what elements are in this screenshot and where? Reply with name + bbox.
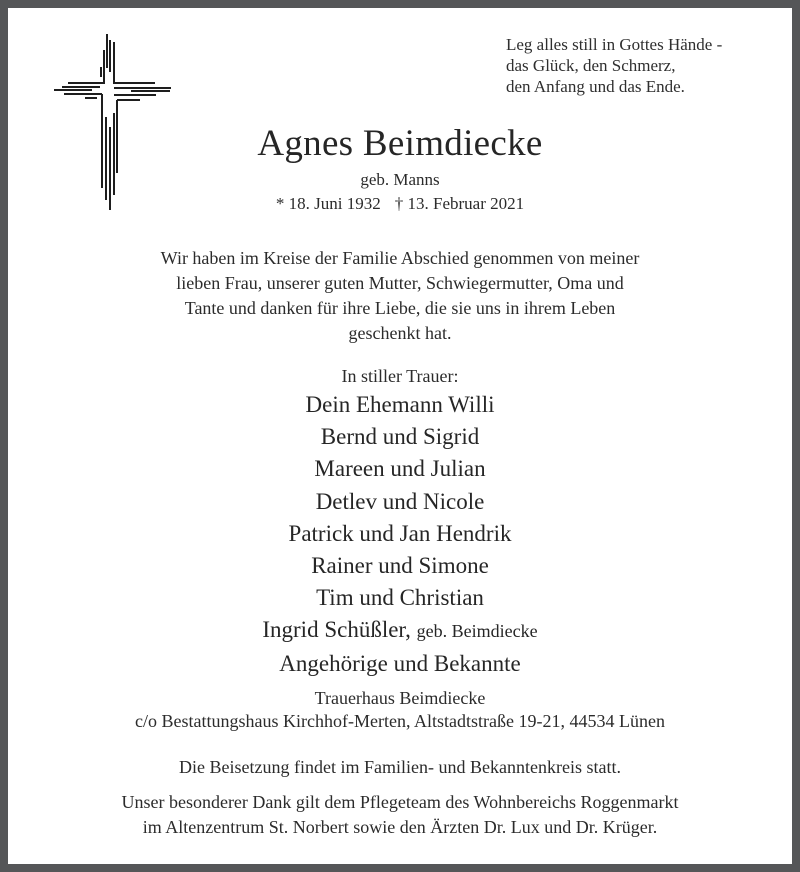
- mourner: Angehörige und Bekannte: [279, 650, 521, 676]
- intro-line: Tante und danken für ihre Liebe, die sie uns in ihrem Leben: [184, 298, 616, 318]
- burial-note: Die Beisetzung findet im Familien- und Bekanntenkreis statt.: [179, 757, 621, 777]
- mourner: Mareen und Julian: [314, 456, 486, 482]
- verse-line: das Glück, den Schmerz,: [506, 56, 676, 75]
- mourner-birth-name: geb. Beimdiecke: [416, 621, 538, 642]
- mourner: Dein Ehemann Willi: [305, 392, 495, 417]
- birth-date: * 18. Juni 1932: [275, 194, 381, 213]
- deceased-name: Agnes Beimdiecke: [257, 123, 543, 164]
- intro-line: geschenkt hat.: [348, 323, 452, 343]
- thanks-line: im Altenzentrum St. Norbert sowie den Ärzten Dr. Lux und Dr. Krüger.: [142, 817, 658, 837]
- mourners-list: [0, 389, 800, 680]
- mourner: Tim und Christian: [316, 585, 484, 611]
- death-date: † 13. Februar 2021: [394, 194, 525, 213]
- mourning-house: [0, 687, 800, 733]
- intro-text: [0, 246, 800, 346]
- mourner: Rainer und Simone: [311, 553, 489, 579]
- life-dates: [0, 193, 800, 215]
- verse-line: den Anfang und das Ende.: [506, 77, 685, 96]
- intro-line: Wir haben im Kreise der Familie Abschied genommen von meiner: [160, 248, 640, 268]
- birth-name: geb. Manns: [360, 170, 440, 189]
- verse-line: Leg alles still in Gottes Hände -: [506, 35, 723, 54]
- intro-line: lieben Frau, unserer guten Mutter, Schwiegermutter, Oma und: [176, 273, 624, 293]
- verse: [506, 34, 786, 97]
- house-address: c/o Bestattungshaus Kirchhof-Merten, Altstadtstraße 19-21, 44534 Lünen: [135, 711, 665, 731]
- mourner: Bernd und Sigrid: [320, 424, 480, 450]
- mourning-label: In stiller Trauer:: [341, 366, 459, 386]
- mourner-name: Ingrid Schüßler,: [262, 617, 411, 643]
- house-name: Trauerhaus Beimdiecke: [314, 688, 486, 708]
- thanks-note: [0, 790, 800, 840]
- thanks-line: Unser besonderer Dank gilt dem Pflegeteam des Wohnbereichs Roggenmarkt: [121, 792, 679, 812]
- mourner: [0, 614, 800, 647]
- mourner: Patrick und Jan Hendrik: [288, 520, 512, 546]
- mourner: Detlev und Nicole: [315, 488, 485, 514]
